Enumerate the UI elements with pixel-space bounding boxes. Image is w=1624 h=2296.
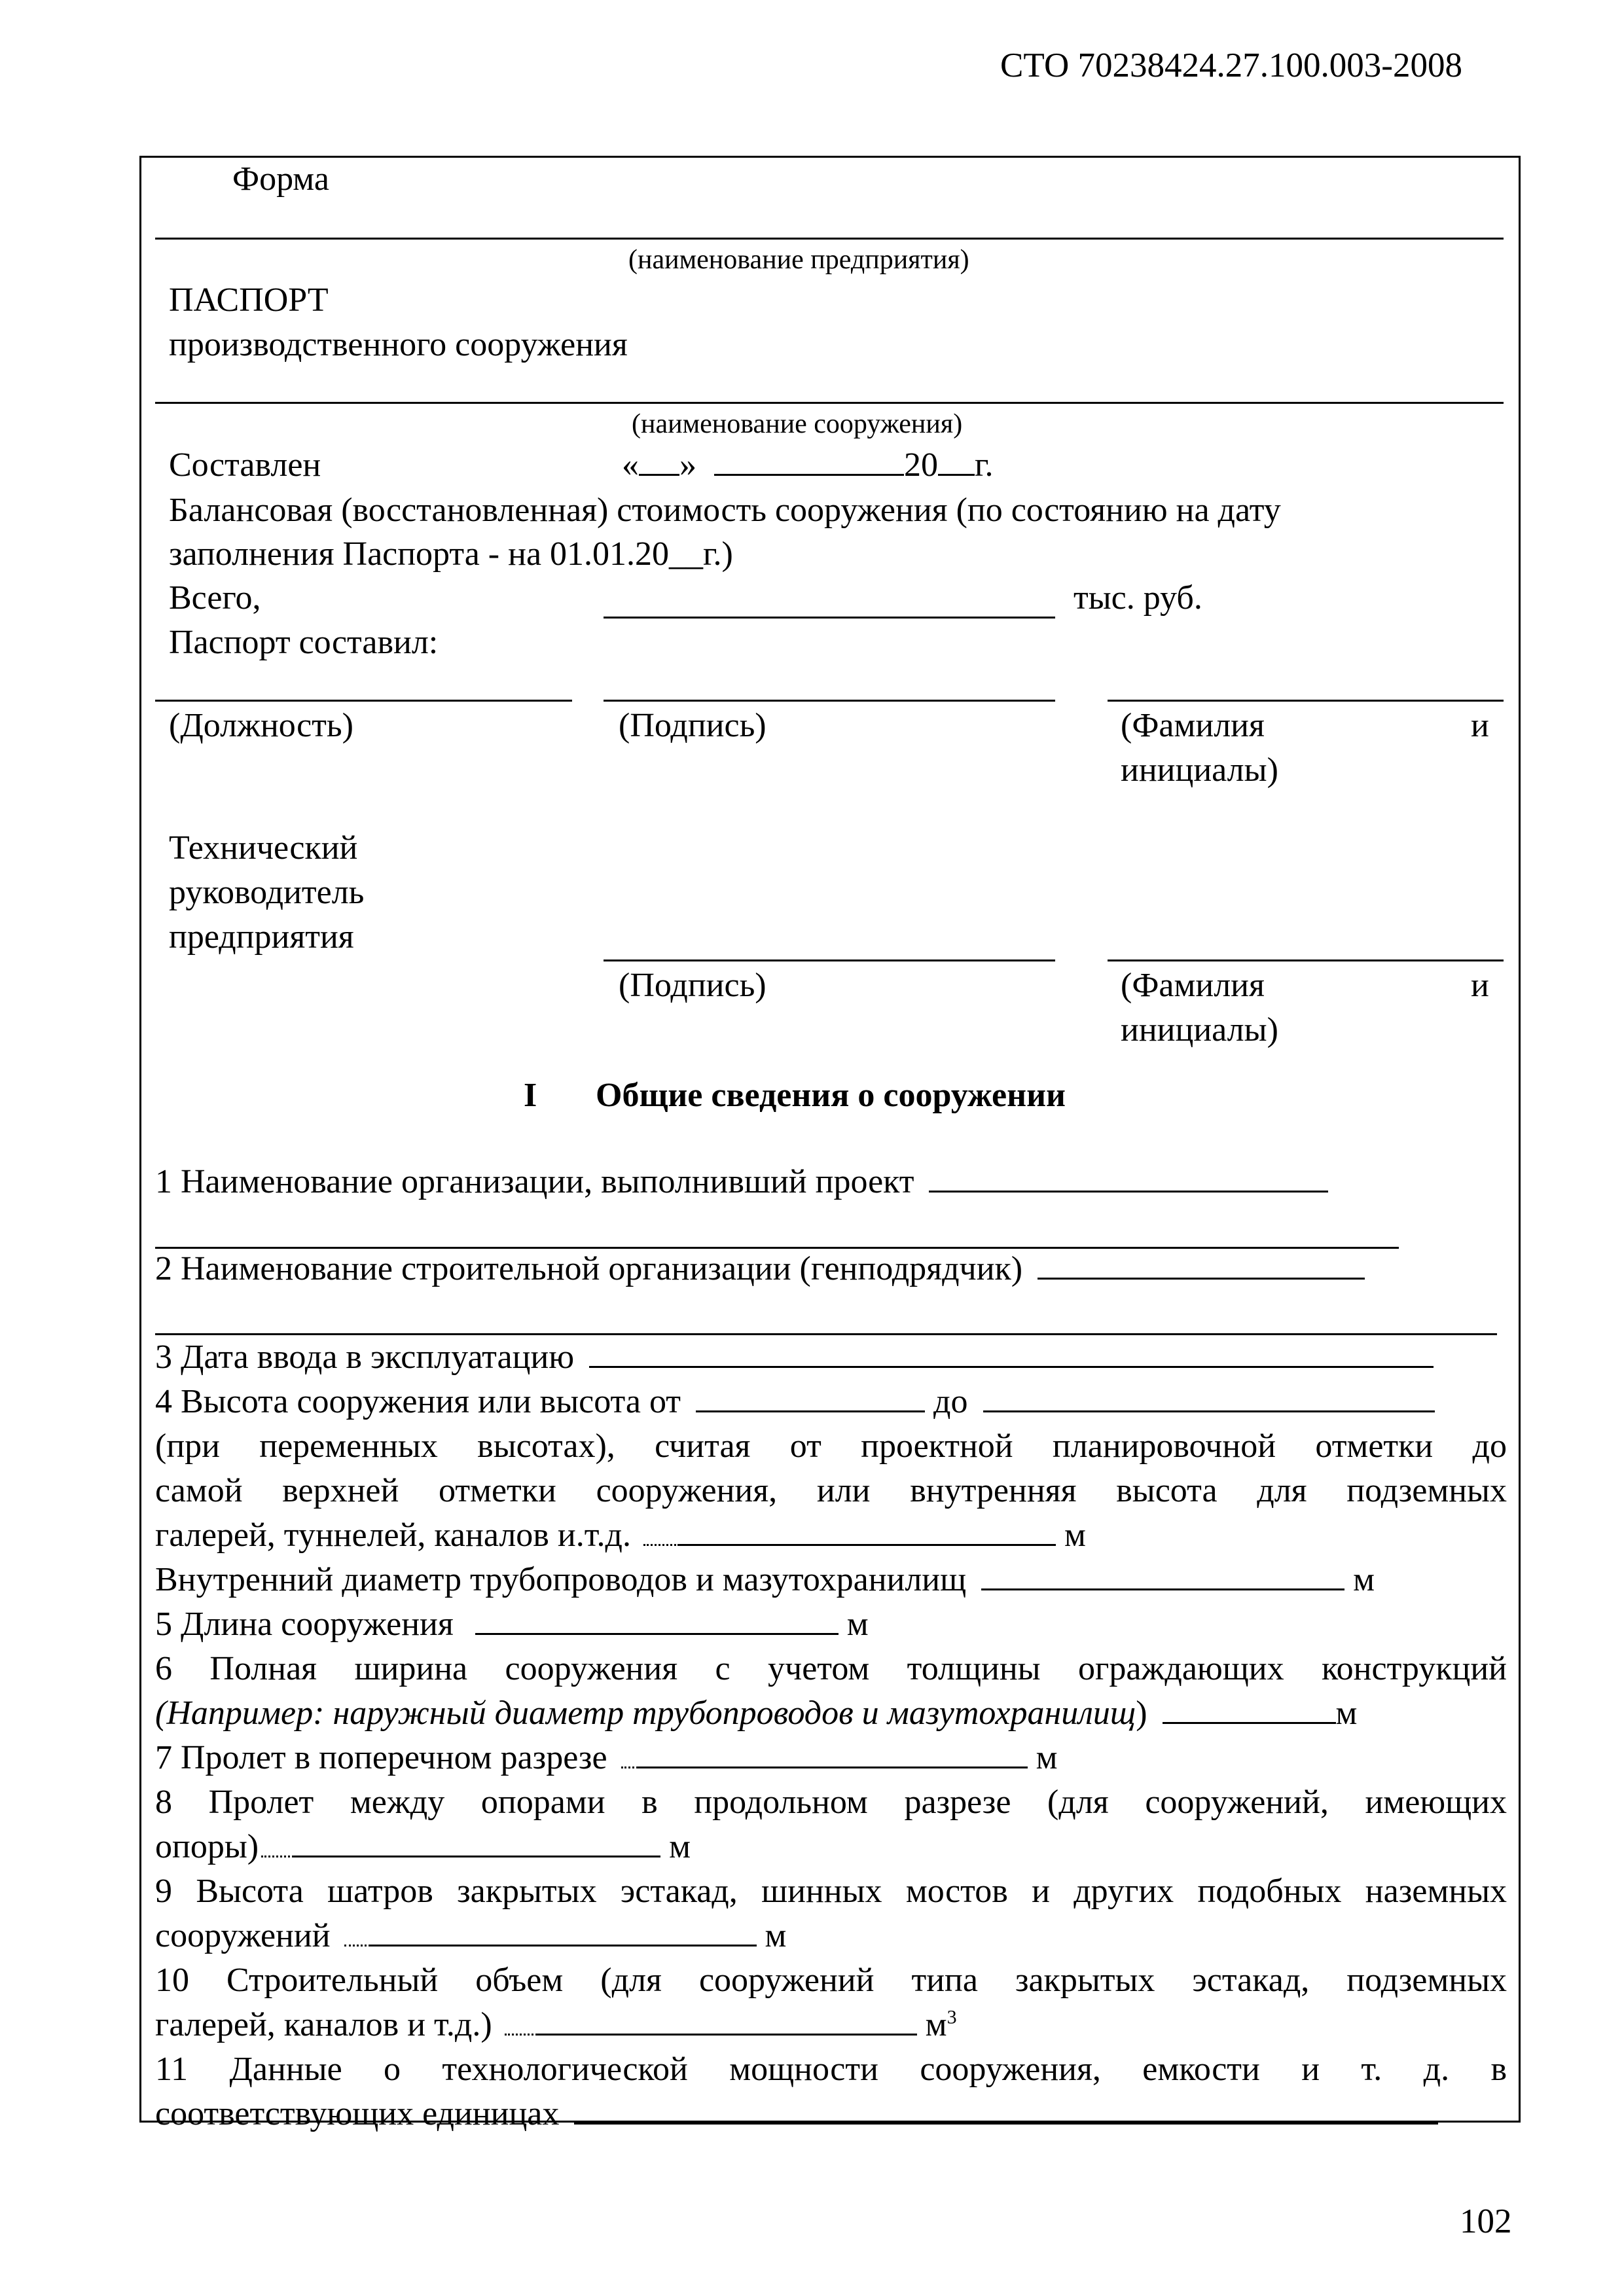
position-caption: (Должность) (169, 707, 353, 744)
item5-label: 5 Длина сооружения (155, 1605, 454, 1643)
surname-field[interactable] (1108, 700, 1504, 702)
section-number: I (524, 1077, 537, 1114)
item4-text-line2: (при переменных высотах), считая от проектной планировочной отметки до (155, 1427, 1507, 1465)
item9-text-line1: 9 Высота шатров закрытых эстакад, шинных мостов и других подобных наземных (155, 1873, 1507, 1910)
compiled-month-field[interactable] (714, 473, 904, 476)
item4-label: 4 Высота сооружения или высота от (155, 1383, 681, 1420)
item10-text-line1: 10 Строительный объем (для сооружений типа закрытых эстакад, подземных (155, 1962, 1507, 1999)
item2-label: 2 Наименование строительной организации (генподрядчик) (155, 1250, 1023, 1287)
inner-diameter-row (155, 1558, 1375, 1602)
item4-height-field[interactable] (679, 1543, 1056, 1546)
total-unit: тыс. руб. (1074, 579, 1202, 617)
item10-line2-row (155, 2003, 957, 2047)
tech-head-line3: предприятия (169, 918, 354, 956)
item11-field[interactable] (574, 2122, 1438, 2125)
total-label: Всего, (169, 579, 261, 617)
item10-unit-base: м (925, 2006, 947, 2043)
item3-field[interactable] (589, 1365, 1434, 1368)
item4-to-label: до (933, 1383, 968, 1420)
item3-label: 3 Дата ввода в эксплуатацию (155, 1338, 575, 1376)
tech-head-surname-field[interactable] (1108, 960, 1504, 961)
item7-dotted (621, 1766, 638, 1768)
enterprise-name-field[interactable] (155, 238, 1504, 240)
item4-to-field[interactable] (983, 1410, 1435, 1412)
compiled-year-prefix: 20 (904, 446, 938, 484)
item6-close-paren: ) (1136, 1695, 1147, 1732)
surname2-caption-line2: инициалы) (1121, 1011, 1278, 1049)
compiled-year-suffix: г. (975, 446, 994, 484)
item4-row (155, 1380, 1435, 1424)
section-title: Общие сведения о сооружении (596, 1077, 1066, 1114)
item2-field[interactable] (1038, 1277, 1365, 1280)
signature-caption-2: (Подпись) (619, 967, 767, 1004)
surname2-caption-word2: и (1471, 967, 1489, 1004)
item8-text-line2: опоры) (155, 1828, 259, 1865)
item8-unit: м (669, 1828, 691, 1865)
inner-diameter-label: Внутренний диаметр трубопроводов и мазутохранилищ (155, 1561, 967, 1598)
item10-text-line2: галерей, каналов и т.д.) (155, 2006, 492, 2043)
position-field[interactable] (155, 700, 572, 702)
form-label: Форма (232, 160, 329, 198)
item10-field[interactable] (537, 2033, 917, 2036)
item10-unit-exponent: 3 (947, 2006, 957, 2028)
item4-from-field[interactable] (696, 1410, 925, 1412)
item5-row (155, 1602, 869, 1647)
item11-text-line2: соответствующих единицах (155, 2095, 560, 2132)
item11-text-line1: 11 Данные о технологической мощности сооружения, емкости и т. д. в (155, 2051, 1507, 2088)
item4-unit: м (1064, 1516, 1086, 1554)
item6-field[interactable] (1163, 1721, 1336, 1724)
close-quote: » (679, 446, 696, 484)
item5-field[interactable] (475, 1632, 839, 1635)
item10-dotted (505, 2033, 537, 2036)
item9-line2-row (155, 1914, 786, 1958)
compiled-label: Составлен (169, 446, 321, 484)
document-code: СТО 70238424.27.100.003-2008 (1000, 46, 1462, 84)
item8-dotted (261, 1855, 294, 1857)
item4-text-line4: галерей, туннелей, каналов и.т.д. (155, 1516, 631, 1554)
inner-diameter-field[interactable] (981, 1588, 1344, 1590)
passport-title: ПАСПОРТ (169, 281, 329, 319)
item10-unit (926, 2006, 957, 2043)
surname-caption-line2: инициалы) (1121, 751, 1278, 789)
item6-unit: м (1335, 1695, 1358, 1732)
tech-head-line1: Технический (169, 829, 358, 867)
tech-head-signature-field[interactable] (604, 960, 1055, 961)
item4-text-line3: самой верхней отметки сооружения, или внутренняя высота для подземных (155, 1472, 1507, 1509)
item1-label: 1 Наименование организации, выполнивший проект (155, 1163, 914, 1200)
open-quote: « (622, 446, 639, 484)
inner-diameter-unit: м (1353, 1561, 1375, 1598)
surname-caption-word2: и (1471, 707, 1489, 744)
item6-text-line1: 6 Полная ширина сооружения с учетом толщины ограждающих конструкций (155, 1650, 1507, 1687)
item11-line2-row (155, 2092, 1438, 2136)
item7-row (155, 1736, 1057, 1780)
section-heading (524, 1073, 1066, 1118)
item4-line4-row (155, 1513, 1086, 1558)
total-cost-field[interactable] (604, 617, 1055, 619)
item8-field[interactable] (294, 1855, 660, 1857)
item6-line2-row (155, 1691, 1357, 1736)
structure-name-field[interactable] (155, 402, 1504, 404)
item2-row (155, 1247, 1365, 1291)
surname2-caption-word1: (Фамилия (1121, 967, 1265, 1004)
passport-subtitle: производственного сооружения (169, 326, 628, 363)
item3-row (155, 1335, 1434, 1380)
item4-dotted (643, 1543, 679, 1546)
compiled-day-field[interactable] (639, 473, 679, 476)
compiled-date-row (622, 443, 993, 488)
item7-unit: м (1036, 1739, 1058, 1776)
item1-row (155, 1160, 1328, 1204)
page-number: 102 (1460, 2202, 1512, 2240)
compiled-year-field[interactable] (938, 473, 975, 476)
structure-caption: (наименование сооружения) (632, 409, 963, 439)
item8-line2-row (155, 1825, 691, 1869)
item9-dotted (344, 1944, 370, 1946)
enterprise-caption: (наименование предприятия) (628, 245, 969, 275)
item9-field[interactable] (370, 1944, 757, 1946)
tech-head-line2: руководитель (169, 874, 365, 911)
balance-text-line2: заполнения Паспорта - на 01.01.20__г.) (169, 535, 733, 573)
item9-unit: м (765, 1917, 787, 1954)
item8-text-line1: 8 Пролет между опорами в продольном разрезе (для сооружений, имеющих (155, 1784, 1507, 1821)
signature-field[interactable] (604, 700, 1055, 702)
signature-caption: (Подпись) (619, 707, 767, 744)
item7-field[interactable] (638, 1766, 1028, 1768)
item7-label: 7 Пролет в поперечном разрезе (155, 1739, 607, 1776)
item9-text-line2: сооружений (155, 1917, 331, 1954)
item1-field[interactable] (929, 1190, 1328, 1193)
item5-unit: м (846, 1605, 869, 1643)
item6-example: (Например: наружный диаметр трубопроводов и мазутохранилищ (155, 1695, 1136, 1732)
compiled-by-label: Паспорт составил: (169, 624, 439, 661)
balance-text-line1: Балансовая (восстановленная) стоимость сооружения (по состоянию на дату (169, 492, 1281, 529)
surname-caption-word1: (Фамилия (1121, 707, 1265, 744)
